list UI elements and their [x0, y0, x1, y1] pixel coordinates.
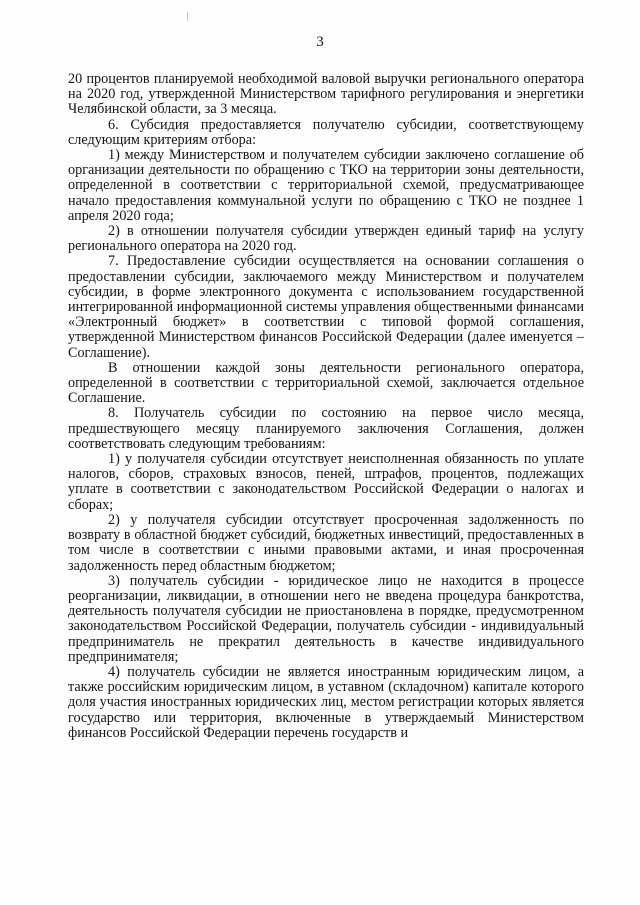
paragraph-clause-8-item-3: 3) получатель субсидии - юридическое лицо не находится в процессе реорганизации, ликвидации, в отношении него не введена процедура банкротства, деятельность получателя субсидии не приостановлена в порядке, предусмотренном законодательством Российской Федерации, получатель субсидии - индивидуальный предприниматель не прекратил деятельность в качестве индивидуального предпринимателя;: [68, 572, 584, 665]
paragraph-clause-7: 7. Предоставление субсидии осуществляется на основании соглашения о предоставлении субсидии, заключаемого между Министерством и получателем субсидии, в форме электронного документа с использованием государственной интегрированной информационной системы управления общественными финансами «Электронный бюджет» в соответствии с типовой формой соглашения, утвержденной Министерством финансов Российской Федерации (далее именуется – Соглашение).: [68, 253, 584, 361]
paragraph-clause-6: 6. Субсидия предоставляется получателю субсидии, соответствующему следующим критериям отбора:: [68, 116, 584, 148]
paragraph-clause-8: 8. Получатель субсидии по состоянию на первое число месяца, предшествующего месяцу планируемого заключения Соглашения, должен соответствовать следующим требованиям:: [68, 405, 584, 452]
paragraph-clause-8-item-2: 2) у получателя субсидии отсутствует просроченная задолженность по возврату в областной бюджет субсидий, бюджетных инвестиций, предоставленных в том числе в соответствии с иными правовыми актами, и иная просроченная задолженность перед областным бюджетом;: [68, 511, 584, 574]
page-number: 3: [316, 34, 324, 50]
paragraph-clause-6-item-2: 2) в отношении получателя субсидии утвержден единый тариф на услугу регионального оператора на 2020 год.: [68, 223, 584, 255]
paragraph-clause-8-item-4: 4) получатель субсидии не является иностранным юридическим лицом, а также российским юридическим лицом, в уставном (складочном) капитале которого доля участия иностранных юридических лиц, местом регистрации которых является государство или территория, включенные в утверждаемый Министерством финансов Российской Федерации перечень государств и: [68, 663, 584, 741]
document-body: [68, 72, 584, 741]
scan-artifact: [187, 12, 188, 21]
paragraph-clause-7-agreement-zone: В отношении каждой зоны деятельности регионального оператора, определенной в соответствии с территориальной схемой, заключается отдельное Соглашение.: [68, 359, 584, 407]
paragraph-clause-6-item-1: 1) между Министерством и получателем субсидии заключено соглашение об организации деятельности по обращению с ТКО на территории зоны деятельности, определенной в соответствии с территориальной схемой, предусматривающее начало предоставления коммунальной услуги по обращению с ТКО не позднее 1 апреля 2020 года;: [68, 147, 584, 224]
paragraph-clause-8-item-1: 1) у получателя субсидии отсутствует неисполненная обязанность по уплате налогов, сборов, страховых взносов, пеней, штрафов, процентов, подлежащих уплате в соответствии с законодательством Российской Федерации о налогах и сборах;: [68, 451, 584, 513]
paragraph-continuation: 20 процентов планируемой необходимой валовой выручки регионального оператора на 2020 год, утвержденной Министерством тарифного регулирования и энергетики Челябинской области, за 3 месяца.: [68, 71, 584, 118]
